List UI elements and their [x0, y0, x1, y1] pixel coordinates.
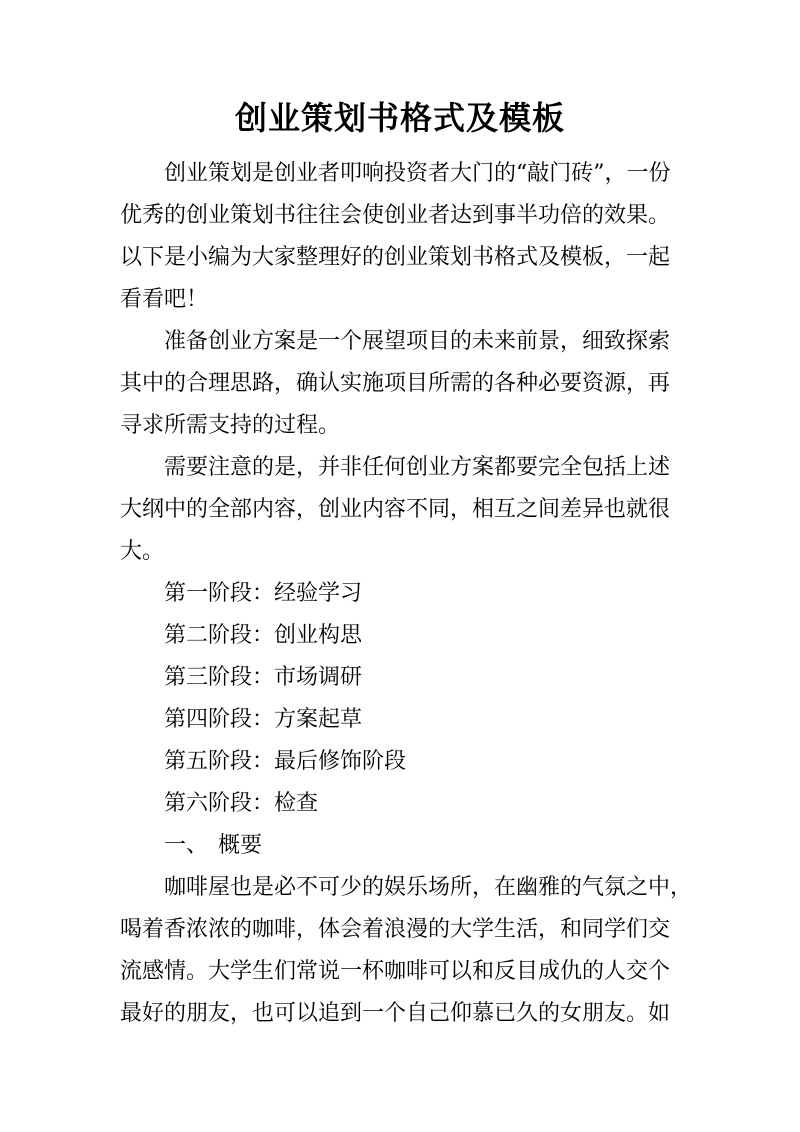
stage-item-2: 第二阶段：创业构思	[164, 623, 363, 648]
paragraph-3-line-1: 需要注意的是，并非任何创业方案都要完全包括上述	[164, 455, 671, 480]
stage-item-4: 第四阶段：方案起草	[164, 707, 363, 732]
stage-item-3: 第三阶段：市场调研	[164, 665, 363, 690]
stage-item-1: 第一阶段：经验学习	[164, 581, 363, 606]
stage-item-6: 第六阶段：检查	[164, 791, 319, 816]
section-heading	[164, 830, 262, 862]
paragraph-1-line-2: 优秀的创业策划书往往会使创业者达到事半功倍的效果。	[120, 203, 671, 228]
document-title: 创业策划书格式及模板	[234, 99, 565, 137]
paragraph-2-line-2: 其中的合理思路，确认实施项目所需的各种必要资源，再	[120, 371, 671, 396]
paragraph-4-line-1: 咖啡屋也是必不可少的娱乐场所，在幽雅的气氛之中，	[164, 875, 693, 900]
paragraph-1-line-4: 看看吧！	[120, 287, 209, 312]
paragraph-3-line-2: 大纲中的全部内容，创业内容不同，相互之间差异也就很	[120, 497, 671, 522]
paragraph-1-line-1: 创业策划是创业者叩响投资者大门的“敲门砖”，一份	[164, 161, 671, 186]
paragraph-1-line-3: 以下是小编为大家整理好的创业策划书格式及模板，一起	[120, 245, 671, 270]
paragraph-4-line-2: 喝着香浓浓的咖啡，体会着浪漫的大学生活，和同学们交	[120, 917, 671, 942]
paragraph-2-line-1: 准备创业方案是一个展望项目的未来前景，细致探索	[164, 329, 671, 354]
section-number: 一、	[164, 833, 209, 858]
paragraph-3-line-3: 大。	[120, 539, 165, 564]
paragraph-4-line-4: 最好的朋友，也可以追到一个自己仰慕已久的女朋友。如	[120, 1001, 671, 1026]
paragraph-4-line-3: 流感情。大学生们常说一杯咖啡可以和反目成仇的人交个	[120, 959, 671, 984]
section-heading-text: 概要	[218, 833, 263, 858]
stage-item-5: 第五阶段：最后修饰阶段	[164, 749, 407, 774]
paragraph-2-line-3: 寻求所需支持的过程。	[120, 413, 341, 438]
